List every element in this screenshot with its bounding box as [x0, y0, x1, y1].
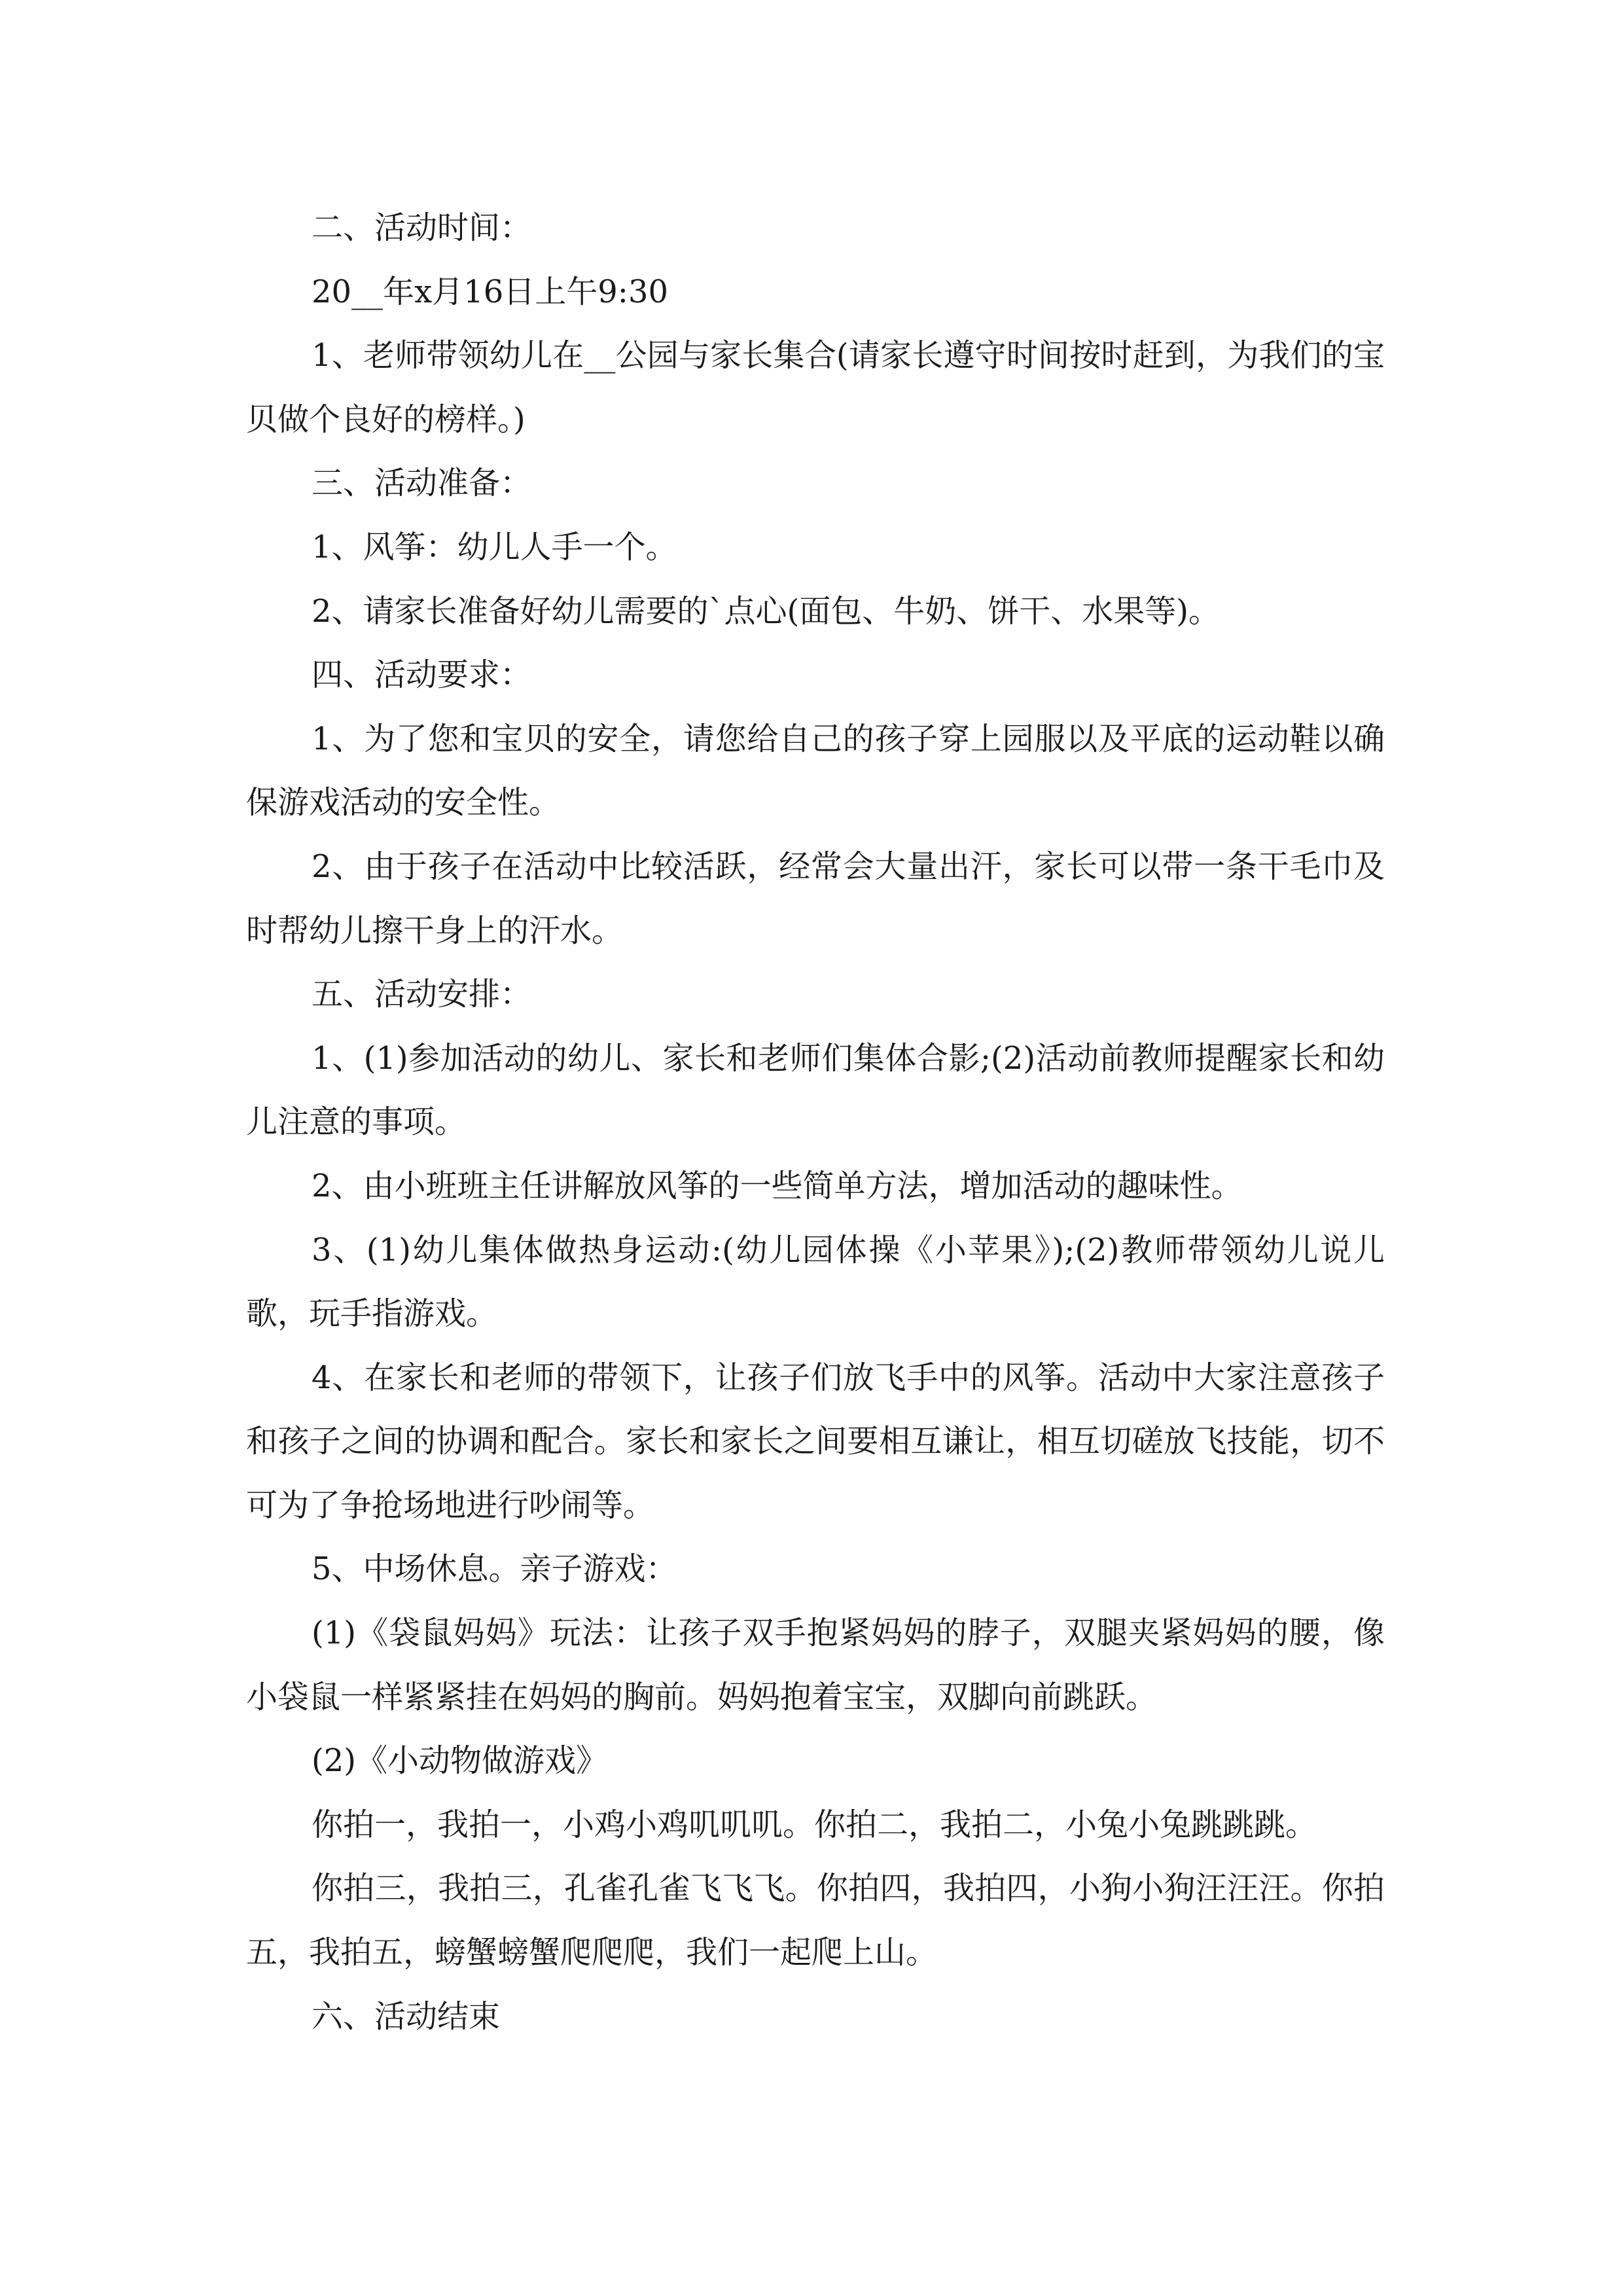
paragraph-safety: 1、为了您和宝贝的安全，请您给自己的孩子穿上园服以及平底的运动鞋以确保游戏活动的安全性。: [246, 720, 1385, 821]
section-heading-preparation: 三、活动准备：: [312, 465, 532, 502]
paragraph-flying: 4、在家长和老师的带领下，让孩子们放飞手中的风筝。活动中大家注意孩子和孩子之间的协调和配合。家长和家长之间要相互谦让，相互切磋放飞技能，切不可为了争抢场地进行吵闹等。: [246, 1359, 1385, 1524]
section-heading-time: 二、活动时间：: [312, 209, 532, 246]
paragraph-kite: 1、风筝：幼儿人手一个。: [312, 528, 677, 565]
paragraph-animal-game-title: (2)《小动物做游戏》: [312, 1742, 607, 1780]
paragraph-group-photo: 1、(1)参加活动的幼儿、家长和老师们集体合影;(2)活动前教师提醒家长和幼儿注意的事项。: [246, 1039, 1385, 1141]
paragraph-towel: 2、由于孩子在活动中比较活跃，经常会大量出汗，家长可以带一条干毛巾及时帮幼儿擦干身上的汗水。: [246, 848, 1385, 949]
paragraph-kite-method: 2、由小班班主任讲解放风筝的一些简单方法，增加活动的趣味性。: [312, 1167, 1243, 1204]
paragraph-kangaroo-game: (1)《袋鼠妈妈》玩法：让孩子双手抱紧妈妈的脖子，双腿夹紧妈妈的腰，像小袋鼠一样紧紧挂在妈妈的胸前。妈妈抱着宝宝，双脚向前跳跃。: [246, 1615, 1385, 1715]
paragraph-snacks: 2、请家长准备好幼儿需要的`点心(面包、牛奶、饼干、水果等)。: [312, 592, 1220, 630]
section-heading-schedule: 五、活动安排：: [312, 976, 532, 1013]
section-heading-requirements: 四、活动要求：: [312, 656, 532, 694]
event-datetime: 20__年x月16日上午9:30: [312, 273, 669, 310]
paragraph-break: 5、中场休息。亲子游戏：: [312, 1551, 677, 1588]
paragraph-warmup: 3、(1)幼儿集体做热身运动:(幼儿园体操《小苹果》);(2)教师带领幼儿说儿歌，玩手指游戏。: [246, 1231, 1385, 1333]
section-heading-end: 六、活动结束: [312, 1998, 501, 2035]
paragraph-gathering: 1、老师带领幼儿在__公园与家长集合(请家长遵守时间按时赶到，为我们的宝贝做个良好的榜样。): [246, 337, 1385, 438]
document-body: [246, 196, 1385, 2049]
paragraph-rhyme-2: 你拍三，我拍三，孔雀孔雀飞飞飞。你拍四，我拍四，小狗小狗汪汪汪。你拍五，我拍五，螃蟹螃蟹爬爬爬，我们一起爬上山。: [246, 1870, 1385, 1971]
paragraph-rhyme-1: 你拍一，我拍一，小鸡小鸡叽叽叽。你拍二，我拍二，小兔小兔跳跳跳。: [312, 1806, 1317, 1843]
